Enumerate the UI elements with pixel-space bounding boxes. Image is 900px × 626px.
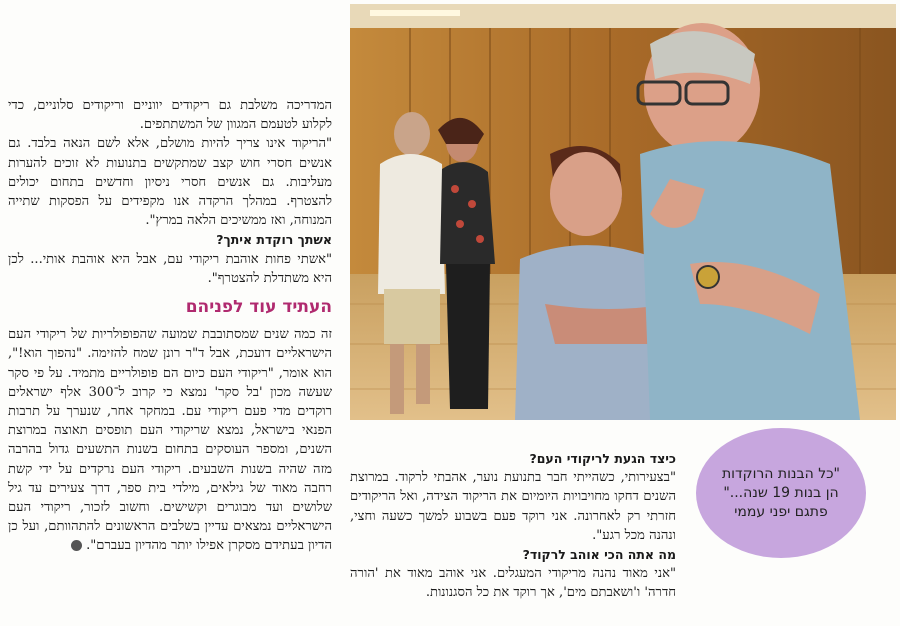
interview-question: אשתך רוקדת איתך?	[216, 232, 332, 248]
quote-line-2: הן בנות 19 שנה..."	[723, 484, 839, 501]
quote-bubble	[696, 428, 866, 558]
paragraph-quote: "הריקוד אינו צריך להיות מושלם, אלא לשם הנאה בלבד. גם אנשים חסרי חוש קצב שמתקשים בתנועות לא זוכים להערות מעליבות. גם אנשים חסרי ניסיון וחדשים בתחום יכולים להצטרף. במהלך הרקדה אנו מקפידים על הפסקות שתייה המנוחה, ואז ממשיכים הלאה במרץ".	[8, 136, 332, 229]
dancing-couples-photo	[350, 4, 896, 420]
paragraph-future	[8, 325, 332, 555]
photo-illustration	[350, 4, 896, 420]
interview-answer: "אשתי פחות אוהבת ריקודי עם, אבל היא אוהבת אותי... לכן היא משתדלת להצטרף".	[8, 251, 332, 286]
bottom-text-column	[350, 449, 676, 603]
left-text-column	[8, 96, 332, 556]
quote-line-1: "כל הבנות הרוקדות	[721, 465, 840, 482]
interview-question-2: מה אתה הכי אוהב לרקוד?	[522, 547, 676, 563]
quote-attribution: פתגם יפני עממי	[734, 503, 828, 520]
paragraph-future-text: זה כמה שנים שמסתובבת שמועה שהפופולריות של ריקודי העם הישראליים דועכת, אבל ד"ר רונן שמח להזימה. "נהפוך הוא!", הוא אומר, "ריקודי העם כיום הם פופולריים מתמיד. על פי סקר שעשה מכון 'בל סקר' נמצא כי קרוב ל־300 אלף ישראלים רוקדים מדי פעם ריקודי עם. במחקר אחר, שנערך על תרבות הפנאי בישראל, נמצא שריקודי העם תופסים תאוצה במרוצת השנים, ומספר העוסקים בתחום בשנות התשעים גדול בהרבה מזה שהיה בשנות השבעים. ריקודי העם נרקדים על ידי קשת רחבה מאוד של גילאים, מילדי בית ספר, דרך צעירים עד גיל שלושים ועד מבוגרים וקשישים. וחשוב לזכור, ריקודי העם הישראליים נמצאים עדיין בשלבים הראשונים להתהוותם, ועל כן הדיון בעתידם מסקרן אפילו יותר מהדיון בעברם".	[8, 327, 333, 554]
section-heading: העתיד עוד לפניהם	[185, 297, 332, 318]
interview-answer-1: "בצעירותי, כשהייתי חבר בתנועת נוער, אהבתי לרקוד. במרוצת השנים דחקו מחויבויות היומיום את הריקוד הצידה, ואל הריקודים חזרתי רק לאחרונה. אני רוקד פעם בשבוע למשך כשעה וחצי, ונהנה מכל רגע".	[350, 470, 676, 543]
paragraph-intro: המדריכה משלבת גם ריקודים יווניים וריקודים סלוניים, כדי לקלוע לטעמם המגוון של המשתתפים.	[8, 98, 332, 133]
interview-answer-2: "אני מאוד נהנה מריקודי המעגלים. אני אוהב מאוד את 'הורה חדרה' ו'ושאבתם מים', אך רוקד את כל הסגנונות.	[350, 566, 676, 601]
interview-question-1: כיצד הגעת לריקודי העם?	[529, 451, 676, 466]
end-of-article-icon	[71, 540, 82, 551]
